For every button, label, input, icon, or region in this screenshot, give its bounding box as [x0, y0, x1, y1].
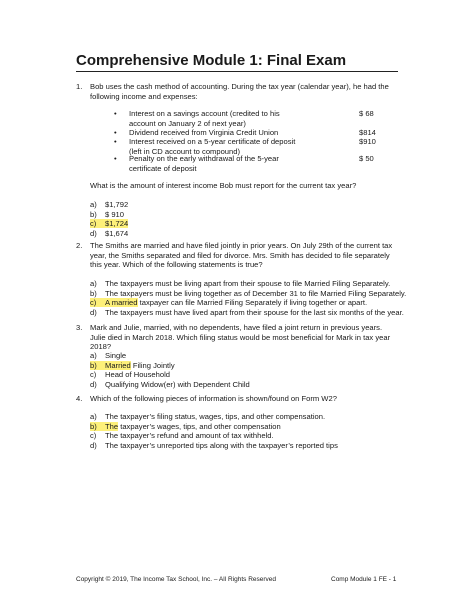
bullet-text: Penalty on the early withdrawal of the 5-year certificate of deposit [129, 154, 279, 173]
answer-option-a[interactable]: a) The taxpayer’s filing status, wages, tips, and other compensation. [90, 412, 326, 421]
answer-option-b[interactable]: b) $ 910 [90, 209, 125, 219]
footer-copyright: Copyright © 2019, The Income Tax School, Inc. – All Rights Reserved [76, 576, 277, 583]
title-divider [76, 71, 398, 72]
answer-option-a[interactable]: a) The taxpayers must be living apart from their spouse to file Married Filing Separately. [90, 279, 391, 288]
question-stem: The Smiths are married and have filed jointly in prior years. On July 29th of the current tax year, the Smiths separated and filed for divorce. Mrs. Smith has decided to file separately this year. Which of the following statements is true? [90, 241, 393, 269]
question-number: 1. [76, 82, 83, 91]
bullet-amount: $814 [359, 128, 376, 137]
question-prompt: What is the amount of interest income Bob must report for the current tax year? [90, 181, 357, 190]
answer-option-b[interactable]: b) Married Filing Jointly [90, 360, 175, 370]
answer-option-c[interactable]: c) The taxpayer’s refund and amount of tax withheld. [90, 431, 274, 440]
bullet-text: Interest on a savings account (credited to his account on January 2 of next year) [129, 109, 280, 128]
bullet-amount: $ 50 [359, 154, 374, 163]
answer-option-c[interactable]: c) Head of Household [90, 370, 171, 379]
answer-option-d[interactable]: d) Qualifying Widow(er) with Dependent Child [90, 379, 250, 389]
question-number: 2. [76, 241, 83, 250]
answer-option-a[interactable]: a) $1,792 [90, 200, 129, 209]
bullet-amount: $910 [359, 137, 376, 146]
page-title: Comprehensive Module 1: Final Exam [76, 52, 347, 69]
answer-option-b[interactable]: b) The taxpayer’s wages, tips, and other compensation [90, 421, 281, 431]
bullet-text: Dividend received from Virginia Credit Union [129, 128, 279, 137]
answer-option-b[interactable]: b) The taxpayers must be living together as of December 31 to file Married Filing Separately. [90, 288, 407, 298]
bullet-icon: • [114, 137, 117, 146]
question-stem: Which of the following pieces of information is shown/found on Form W2? [90, 394, 337, 403]
answer-option-c[interactable]: c) A married taxpayer can file Married Filing Separately if living together or apart. [90, 298, 368, 307]
answer-option-d[interactable]: d) $1,674 [90, 228, 129, 238]
answer-option-d[interactable]: d) The taxpayers must have lived apart from their spouse for the last six months of the year. [90, 307, 404, 317]
question-number: 3. [76, 323, 83, 332]
bullet-amount: $ 68 [359, 109, 374, 118]
question-number: 4. [76, 394, 83, 403]
bullet-icon: • [114, 128, 117, 137]
footer-page-label: Comp Module 1 FE - 1 [331, 576, 397, 583]
bullet-icon: • [114, 109, 117, 118]
answer-option-d[interactable]: d) The taxpayer’s unreported tips along with the taxpayer’s reported tips [90, 440, 338, 450]
bullet-text: Interest received on a 5-year certificate of deposit (left in CD account to compound) [129, 137, 296, 156]
answer-option-c-highlighted[interactable]: c) $1,724 [90, 219, 129, 228]
question-stem: Bob uses the cash method of accounting. During the tax year (calendar year), he had the following income and expenses: [90, 82, 389, 101]
bullet-icon: • [114, 154, 117, 163]
question-stem: Mark and Julie, married, with no dependents, have filed a joint return in previous years. Julie died in March 2018. Which filing status would be most beneficial for Mark in tax year 2018? [90, 323, 391, 351]
answer-option-a[interactable]: a) Single [90, 351, 127, 360]
